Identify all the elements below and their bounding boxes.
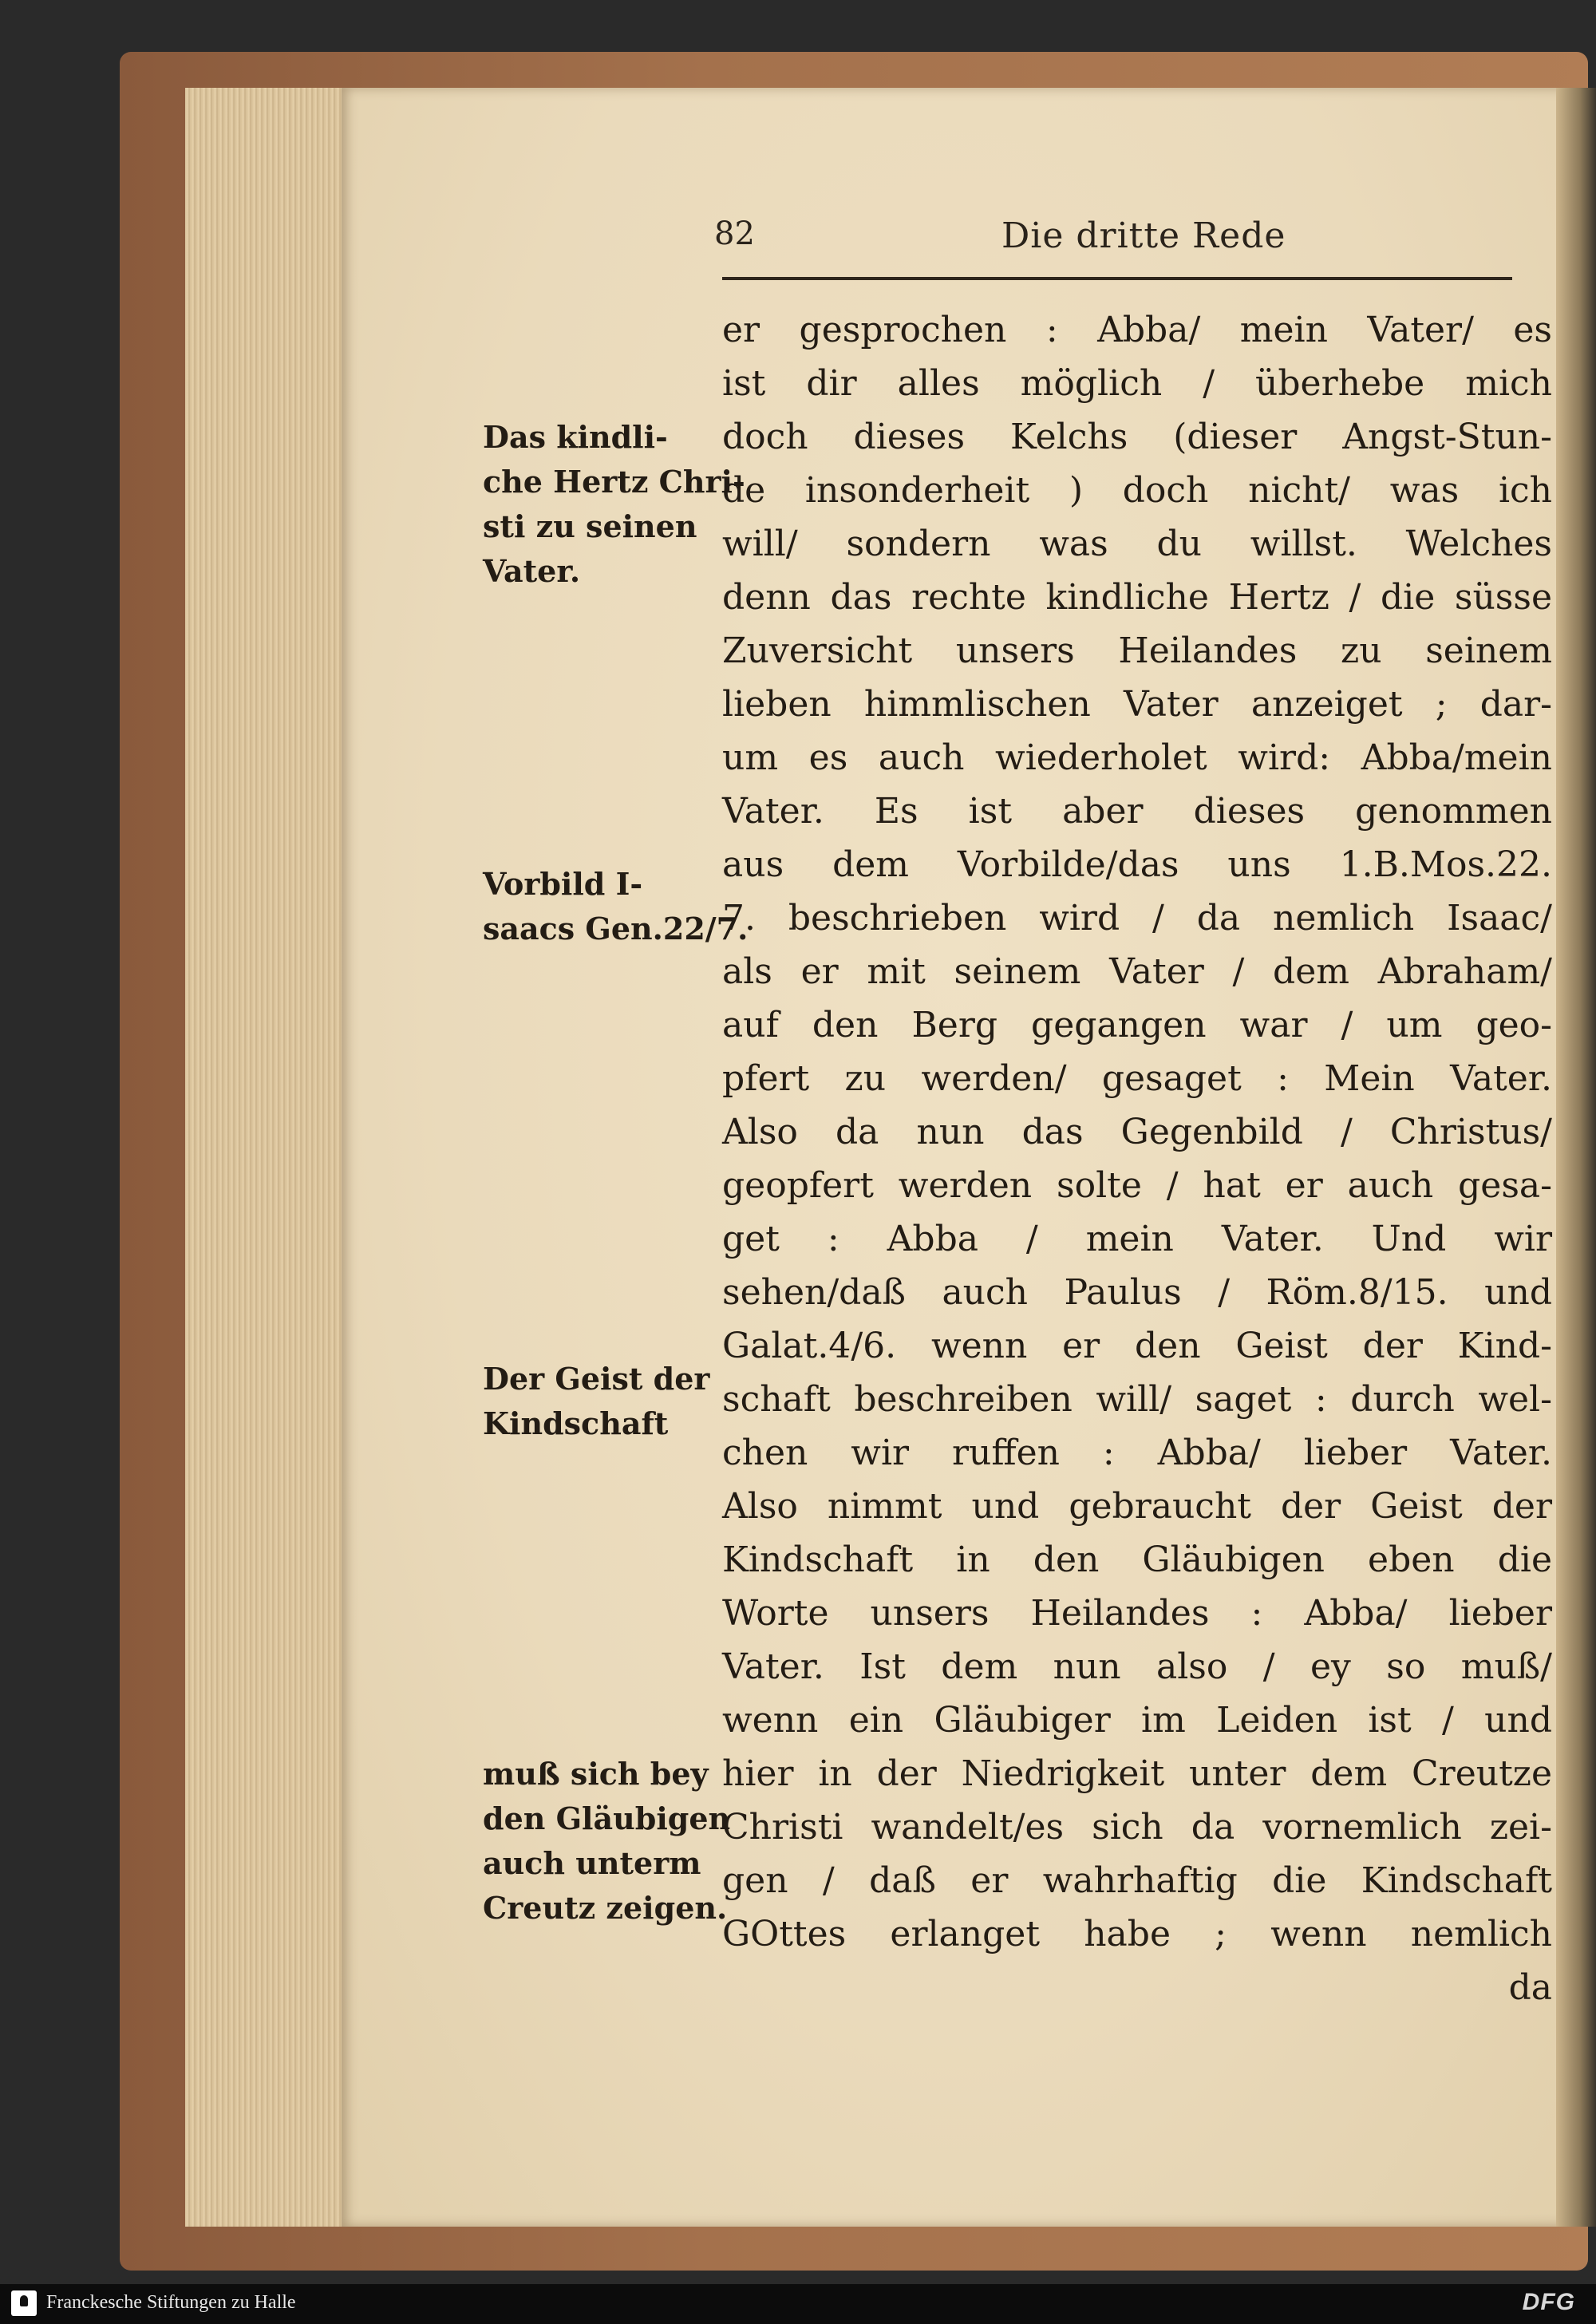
text-line: wenn ein Gläubiger im Leiden ist / und <box>722 1700 1552 1741</box>
margin-note-line: muß sich bey <box>483 1756 709 1792</box>
text-line: lieben himmlischen Vater anzeiget ; dar- <box>722 684 1552 725</box>
text-line: Vater. Ist dem nun also / ey so muß/ <box>722 1646 1552 1687</box>
margin-note-line: auch unterm <box>483 1845 701 1881</box>
margin-note-line: saacs Gen.22/7. <box>483 911 749 947</box>
margin-note-line: Vorbild I- <box>483 866 643 902</box>
text-line: Worte unsers Heilandes : Abba/ lieber <box>722 1593 1552 1634</box>
margin-note-line: Kindschaft <box>483 1405 669 1441</box>
text-line: Kindschaft in den Gläubigen eben die <box>722 1539 1552 1580</box>
text-line: get : Abba / mein Vater. Und wir <box>722 1219 1552 1259</box>
text-line: ist dir alles möglich / überhebe mich <box>722 363 1552 404</box>
text-line: Vater. Es ist aber dieses genommen <box>722 791 1552 832</box>
margin-note-line: Vater. <box>483 553 581 589</box>
text-line: pfert zu werden/ gesaget : Mein Vater. <box>722 1058 1552 1099</box>
text-line: sehen/daß auch Paulus / Röm.8/15. und <box>722 1272 1552 1313</box>
running-head-title: Die dritte Rede <box>1001 215 1286 256</box>
text-line: Christi wandelt/es sich da vornemlich zei- <box>722 1807 1552 1848</box>
margin-note-line: Der Geist der <box>483 1361 710 1397</box>
margin-note-line: Das kindli- <box>483 419 668 455</box>
text-line: aus dem Vorbilde/das uns 1.B.Mos.22. <box>722 844 1552 885</box>
text-line: 7. beschrieben wird / da nemlich Isaac/ <box>722 898 1552 939</box>
text-line: gen / daß er wahrhaftig die Kindschaft <box>722 1860 1552 1901</box>
text-line: Zuversicht unsers Heilandes zu seinem <box>722 630 1552 671</box>
text-line: auf den Berg gegangen war / um geo- <box>722 1005 1552 1045</box>
text-line: um es auch wiederholet wird: Abba/mein <box>722 737 1552 778</box>
margin-note-line: che Hertz Chri- <box>483 464 745 500</box>
text-line: Galat.4/6. wenn er den Geist der Kind- <box>722 1326 1552 1366</box>
page-edges <box>185 88 353 2227</box>
footer-bar <box>0 2284 1596 2324</box>
margin-note-line: sti zu seinen <box>483 508 697 544</box>
institution-logo-icon <box>11 2290 37 2316</box>
text-line: doch dieses Kelchs (dieser Angst-Stun- <box>722 417 1552 457</box>
text-line: Also nimmt und gebraucht der Geist der <box>722 1486 1552 1527</box>
text-line: geopfert werden solte / hat er auch gesa- <box>722 1165 1552 1206</box>
running-head <box>714 215 1520 271</box>
text-line: Also da nun das Gegenbild / Christus/ <box>722 1112 1552 1152</box>
footer-credit: Franckesche Stiftungen zu Halle <box>46 2292 296 2313</box>
margin-note-line: den Gläubigen <box>483 1800 731 1836</box>
header-rule <box>722 277 1512 280</box>
main-text-column <box>722 303 1552 2014</box>
margin-note-line: Creutz zeigen. <box>483 1890 728 1926</box>
spine-shadow <box>1556 88 1596 2227</box>
text-line: GOttes erlanget habe ; wenn nemlich <box>722 1914 1552 1954</box>
text-line: er gesprochen : Abba/ mein Vater/ es <box>722 310 1552 350</box>
margin-note-vorbild-isaacs <box>483 862 749 951</box>
margin-note-kindliche-hertz <box>483 415 745 594</box>
margin-note-creutz <box>483 1752 731 1931</box>
text-line: de insonderheit ) doch nicht/ was ich <box>722 470 1552 511</box>
text-line: hier in der Niedrigkeit unter dem Creutze <box>722 1753 1552 1794</box>
text-line: will/ sondern was du willst. Welches <box>722 524 1552 564</box>
margin-note-geist-der-kindschaft <box>483 1357 726 1446</box>
dfg-badge: DFG <box>1522 2289 1575 2315</box>
text-line: chen wir ruffen : Abba/ lieber Vater. <box>722 1433 1552 1473</box>
text-line: schaft beschreiben will/ saget : durch wel- <box>722 1379 1552 1420</box>
page-number: 82 <box>714 215 755 252</box>
text-line: als er mit seinem Vater / dem Abraham/ <box>722 951 1552 992</box>
text-line: da <box>1508 1967 1552 2008</box>
text-line: denn das rechte kindliche Hertz / die süsse <box>722 577 1552 618</box>
